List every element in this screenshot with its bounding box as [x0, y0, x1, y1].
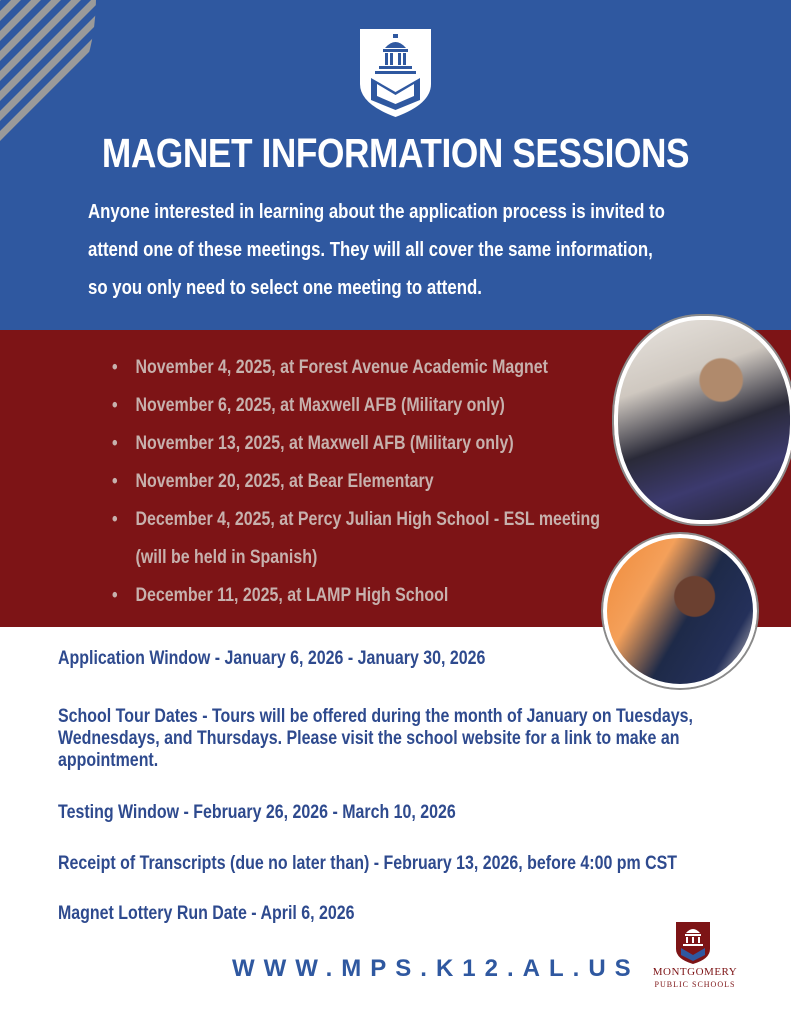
bullet: • [112, 433, 118, 454]
session-text: (will be held in Spanish) [135, 547, 318, 568]
logo-name: MONTGOMERY [652, 966, 738, 978]
page-title: MAGNET INFORMATION SESSIONS [101, 130, 690, 176]
intro-line: attend one of these meetings. They will all cover the same information, [88, 239, 653, 261]
tour-line: School Tour Dates - Tours will be offered during the month of January on Tuesdays, [58, 706, 693, 727]
tour-line: Wednesdays, and Thursdays. Please visit the school website for a link to make an [58, 728, 680, 749]
logo-subtitle: PUBLIC SCHOOLS [654, 980, 736, 989]
school-crest-icon [359, 28, 432, 118]
bullet: • [112, 357, 118, 378]
session-text: December 4, 2025, at Percy Julian High School - ESL meeting [135, 509, 601, 530]
student-writing-photo [603, 534, 757, 688]
montgomery-logo-icon [675, 921, 711, 965]
intro-line: Anyone interested in learning about the application process is invited to [88, 201, 665, 223]
session-text: December 11, 2025, at LAMP High School [135, 585, 449, 606]
website-link[interactable]: WWW.MPS.K12.AL.US [232, 955, 640, 982]
intro-line: so you only need to select one meeting to attend. [88, 277, 482, 299]
session-text: November 4, 2025, at Forest Avenue Academic Magnet [135, 357, 548, 378]
school-tour-dates [58, 706, 693, 772]
bullet: • [112, 585, 118, 606]
session-text: November 6, 2025, at Maxwell AFB (Military only) [135, 395, 505, 416]
transcripts-deadline: Receipt of Transcripts (due no later than) - February 13, 2026, before 4:00 pm CST [58, 853, 678, 874]
bullet: • [112, 395, 118, 416]
session-item [112, 463, 600, 501]
session-list [112, 349, 600, 615]
bullet: • [112, 471, 118, 492]
session-item [112, 387, 600, 425]
tour-line: appointment. [58, 750, 159, 771]
diagonal-stripes-decoration [0, 0, 98, 148]
testing-window: Testing Window - February 26, 2026 - March 10, 2026 [58, 802, 456, 823]
student-reading-photo [614, 316, 791, 524]
session-item [112, 349, 600, 387]
application-window: Application Window - January 6, 2026 - January 30, 2026 [58, 648, 486, 669]
header-band [0, 0, 791, 330]
intro-paragraph [88, 193, 710, 307]
session-text: November 13, 2025, at Maxwell AFB (Military only) [135, 433, 514, 454]
session-item [112, 577, 600, 615]
session-text: November 20, 2025, at Bear Elementary [135, 471, 434, 492]
session-item [112, 425, 600, 463]
session-item-continuation [112, 539, 600, 577]
lottery-date: Magnet Lottery Run Date - April 6, 2026 [58, 903, 355, 924]
session-item [112, 501, 600, 539]
bullet: • [112, 509, 118, 530]
